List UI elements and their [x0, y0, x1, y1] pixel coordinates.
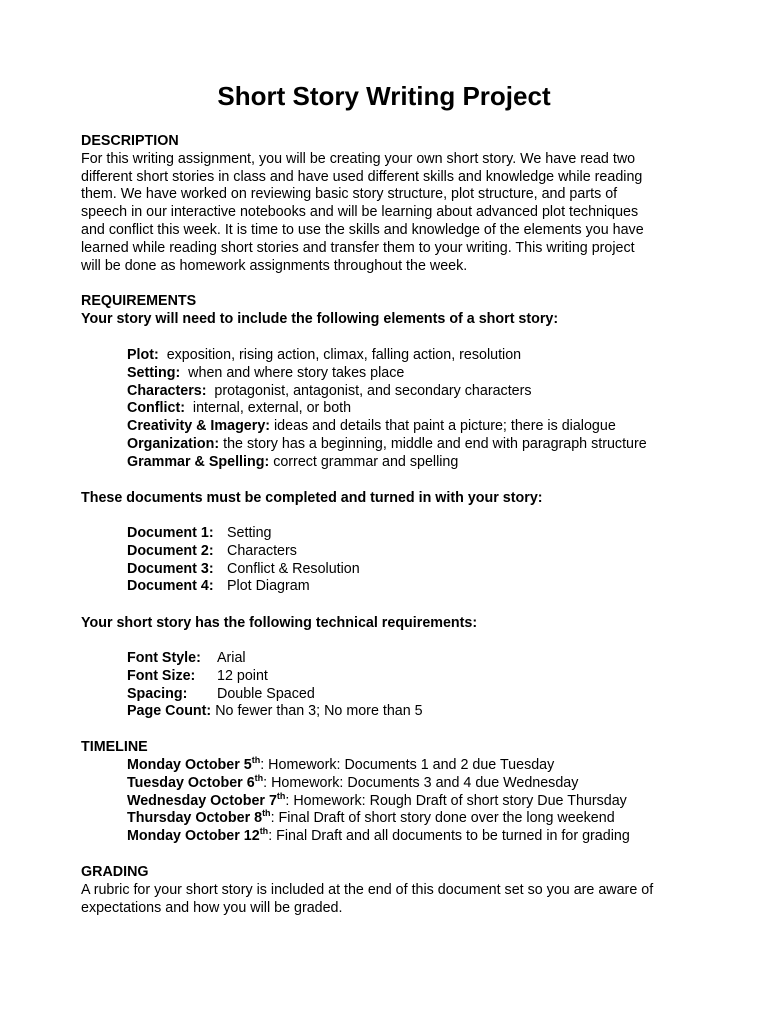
element-label: Creativity & Imagery: — [127, 418, 271, 435]
page-title: Short Story Writing Project — [217, 81, 551, 111]
technical-label: Spacing: — [127, 685, 188, 702]
list-item — [127, 703, 767, 721]
list-item — [127, 578, 767, 596]
description-line: them. We have worked on reviewing basic story structure, plot structure, and parts of — [81, 186, 618, 203]
technical-label: Font Size: — [127, 667, 196, 684]
technical-value: 12 point — [217, 667, 268, 684]
list-item — [127, 436, 767, 454]
list-item — [127, 790, 767, 811]
list-item — [127, 810, 767, 828]
list-item — [127, 418, 767, 436]
timeline-day-suffix: th — [276, 790, 286, 801]
list-item — [127, 525, 767, 543]
timeline-text: : Final Draft of short story done over the long weekend — [270, 810, 615, 827]
technical-value: No fewer than 3; No more than 5 — [215, 703, 423, 720]
document-value: Conflict & Resolution — [227, 560, 360, 577]
grading-line: A rubric for your short story is included at the end of this document set so you are aware of — [81, 881, 654, 898]
element-text: the story has a beginning, middle and end with paragraph structure — [219, 435, 647, 452]
requirements-section — [81, 293, 721, 329]
grading-heading: GRADING — [81, 864, 149, 880]
technical-value: Arial — [217, 650, 246, 666]
grading-section — [81, 864, 721, 917]
timeline-day: Thursday October 8 — [127, 810, 263, 827]
list-item — [127, 454, 767, 472]
element-label: Characters: — [127, 382, 207, 399]
list-item — [127, 400, 767, 418]
timeline-day-suffix: th — [259, 826, 269, 837]
story-elements-list — [81, 347, 767, 472]
list-item — [127, 383, 767, 401]
element-text: when and where story takes place — [180, 364, 405, 381]
technical-value: Double Spaced — [217, 685, 315, 702]
document-value: Characters — [227, 542, 297, 559]
element-text: protagonist, antagonist, and secondary characters — [206, 382, 532, 399]
list-item — [127, 561, 767, 579]
list-item — [127, 668, 767, 686]
timeline-day-suffix: th — [251, 755, 261, 766]
description-line: learned while reading short stories and transfer them to your writing. This writing project — [81, 239, 635, 256]
document-label: Document 3: — [127, 560, 214, 577]
document-label: Document 2: — [127, 542, 214, 559]
timeline-text: : Homework: Documents 3 and 4 due Wednesday — [263, 774, 579, 791]
timeline-list — [81, 757, 767, 846]
element-label: Plot: — [127, 347, 159, 363]
technical-label: Font Style: — [127, 650, 201, 666]
list-item — [127, 828, 767, 846]
documents-list — [81, 525, 767, 596]
list-item — [127, 775, 767, 793]
description-heading: DESCRIPTION — [81, 133, 179, 149]
technical-section — [81, 615, 721, 633]
description-line: and conflict this week. It is time to use the skills and knowledge of the elements you have — [81, 221, 644, 238]
document-label: Document 1: — [127, 525, 214, 541]
timeline-day-suffix: th — [254, 773, 264, 784]
list-item — [127, 347, 767, 365]
grading-line: expectations and how you will be graded. — [81, 899, 343, 916]
timeline-day: Monday October 12 — [127, 828, 260, 845]
timeline-text: : Homework: Documents 1 and 2 due Tuesday — [260, 757, 555, 773]
document-value: Setting — [227, 525, 272, 541]
element-text: ideas and details that paint a picture; there is dialogue — [270, 418, 616, 435]
element-text: internal, external, or both — [184, 400, 352, 417]
technical-heading: Your short story has the following technical requirements: — [81, 615, 478, 631]
timeline-heading: TIMELINE — [81, 739, 148, 755]
timeline-section — [81, 739, 721, 757]
description-line: will be done as homework assignments throughout the week. — [81, 257, 468, 274]
element-label: Setting: — [127, 364, 181, 381]
documents-heading: These documents must be completed and turned in with your story: — [81, 490, 543, 506]
timeline-text: : Homework: Rough Draft of short story Due Thursday — [285, 792, 627, 809]
list-item — [127, 686, 767, 704]
technical-label: Page Count: — [127, 703, 212, 720]
element-label: Grammar & Spelling: — [127, 453, 270, 470]
list-item — [127, 650, 767, 668]
timeline-day: Wednesday October 7 — [127, 792, 277, 809]
timeline-text: : Final Draft and all documents to be turned in for grading — [268, 828, 630, 845]
element-label: Organization: — [127, 435, 220, 452]
description-line: For this writing assignment, you will be creating your own short story. We have read two — [81, 150, 636, 167]
requirements-subheading: Your story will need to include the following elements of a short story: — [81, 310, 559, 327]
requirements-heading: REQUIREMENTS — [81, 293, 197, 309]
element-text: correct grammar and spelling — [269, 453, 459, 470]
description-line: speech in our interactive notebooks and will be learning about advanced plot techniques — [81, 204, 639, 221]
timeline-day-suffix: th — [262, 808, 271, 819]
timeline-day: Tuesday October 6 — [127, 774, 255, 791]
technical-list — [81, 650, 767, 721]
list-item — [127, 757, 767, 775]
element-label: Conflict: — [127, 400, 185, 417]
list-item — [127, 365, 767, 383]
list-item — [127, 543, 767, 561]
timeline-day: Monday October 5 — [127, 757, 252, 773]
description-section — [81, 133, 721, 275]
documents-section — [81, 490, 721, 508]
document-value: Plot Diagram — [227, 578, 310, 595]
element-text: exposition, rising action, climax, falling action, resolution — [158, 347, 522, 363]
description-line: different short stories in class and have used different skills and knowledge while reading — [81, 168, 643, 185]
document-label: Document 4: — [127, 578, 214, 595]
